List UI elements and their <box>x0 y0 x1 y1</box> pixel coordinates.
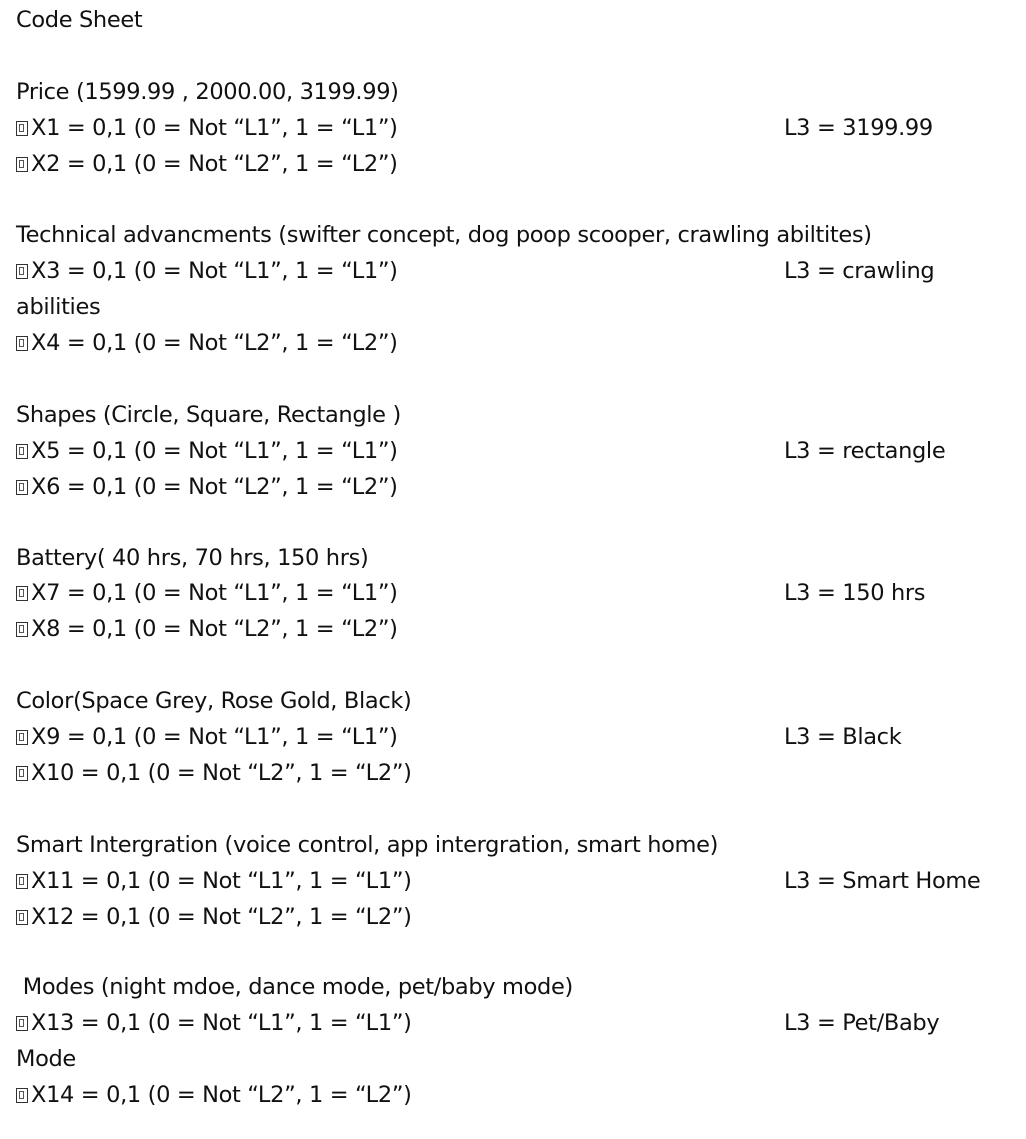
section-heading-color: Color(Space Grey, Rose Gold, Black) <box>16 688 412 714</box>
section-heading-smart-integration: Smart Intergration (voice control, app intergration, smart home) <box>16 832 719 858</box>
code-line: X8 = 0,1 (0 = Not “L2”, 1 = “L2”) <box>16 614 398 644</box>
code-line: X7 = 0,1 (0 = Not “L1”, 1 = “L1”) <box>16 578 398 608</box>
code-line: X4 = 0,1 (0 = Not “L2”, 1 = “L2”) <box>16 328 398 358</box>
l3-value: L3 = Smart Home <box>784 868 981 894</box>
section-heading-price: Price (1599.99 , 2000.00, 3199.99) <box>16 79 399 105</box>
missing-glyph-icon <box>16 622 28 637</box>
missing-glyph-icon <box>16 480 28 495</box>
missing-glyph-icon <box>16 586 28 601</box>
code-line: X14 = 0,1 (0 = Not “L2”, 1 = “L2”) <box>16 1080 412 1110</box>
section-heading-modes: Modes (night mdoe, dance mode, pet/baby mode) <box>16 974 573 1000</box>
missing-glyph-icon <box>16 157 28 172</box>
code-line: X2 = 0,1 (0 = Not “L2”, 1 = “L2”) <box>16 149 398 179</box>
code-line: X12 = 0,1 (0 = Not “L2”, 1 = “L2”) <box>16 902 412 932</box>
code-line: X11 = 0,1 (0 = Not “L1”, 1 = “L1”) <box>16 866 412 896</box>
section-heading-technical: Technical advancments (swifter concept, dog poop scooper, crawling abiltites) <box>16 222 872 248</box>
l3-value: L3 = rectangle <box>784 438 946 464</box>
code-line: X13 = 0,1 (0 = Not “L1”, 1 = “L1”) <box>16 1008 412 1038</box>
missing-glyph-icon <box>16 1088 28 1103</box>
code-line: X3 = 0,1 (0 = Not “L1”, 1 = “L1”) <box>16 256 398 286</box>
code-line: X5 = 0,1 (0 = Not “L1”, 1 = “L1”) <box>16 436 398 466</box>
code-line: X9 = 0,1 (0 = Not “L1”, 1 = “L1”) <box>16 722 398 752</box>
l3-value-wrap: Mode <box>16 1046 76 1072</box>
l3-value: L3 = 150 hrs <box>784 580 926 606</box>
l3-value-wrap: abilities <box>16 294 101 320</box>
missing-glyph-icon <box>16 264 28 279</box>
l3-value: L3 = 3199.99 <box>784 115 933 141</box>
missing-glyph-icon <box>16 730 28 745</box>
missing-glyph-icon <box>16 444 28 459</box>
l3-value: L3 = Pet/Baby <box>784 1010 940 1036</box>
doc-title: Code Sheet <box>16 7 143 33</box>
l3-value: L3 = crawling <box>784 258 935 284</box>
l3-value: L3 = Black <box>784 724 902 750</box>
missing-glyph-icon <box>16 766 28 781</box>
missing-glyph-icon <box>16 910 28 925</box>
code-line: X10 = 0,1 (0 = Not “L2”, 1 = “L2”) <box>16 758 412 788</box>
section-heading-battery: Battery( 40 hrs, 70 hrs, 150 hrs) <box>16 545 369 571</box>
section-heading-shapes: Shapes (Circle, Square, Rectangle ) <box>16 402 401 428</box>
missing-glyph-icon <box>16 1016 28 1031</box>
missing-glyph-icon <box>16 336 28 351</box>
missing-glyph-icon <box>16 874 28 889</box>
code-line: X1 = 0,1 (0 = Not “L1”, 1 = “L1”) <box>16 113 398 143</box>
missing-glyph-icon <box>16 121 28 136</box>
code-line: X6 = 0,1 (0 = Not “L2”, 1 = “L2”) <box>16 472 398 502</box>
